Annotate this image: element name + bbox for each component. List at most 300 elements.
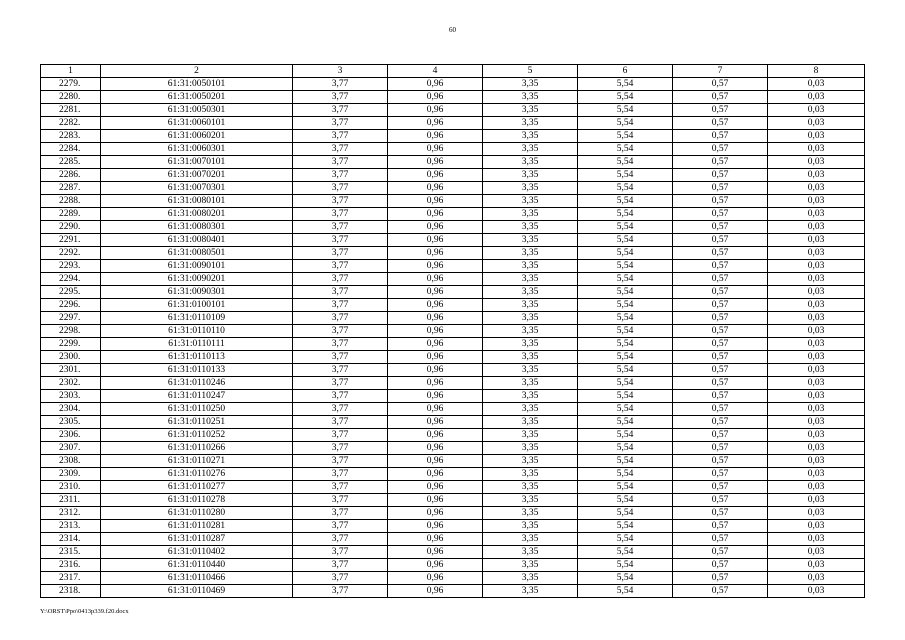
table-cell: 0,57 [673, 442, 768, 455]
table-cell: 3,35 [483, 156, 578, 169]
table-cell: 0,03 [768, 364, 865, 377]
table-cell: 0,03 [768, 403, 865, 416]
table-cell: 3,77 [293, 299, 388, 312]
table-cell: 3,77 [293, 312, 388, 325]
table-cell: 3,77 [293, 520, 388, 533]
table-cell: 0,03 [768, 260, 865, 273]
table-cell: 5,54 [578, 429, 673, 442]
table-cell: 0,03 [768, 390, 865, 403]
table-cell: 3,77 [293, 130, 388, 143]
table-cell: 61:31:0050201 [101, 91, 293, 104]
table-row [41, 533, 865, 546]
table-row [41, 377, 865, 390]
table-cell: 3,77 [293, 494, 388, 507]
table-row [41, 416, 865, 429]
table-cell: 0,96 [388, 559, 483, 572]
table-row [41, 507, 865, 520]
table-cell: 3,35 [483, 429, 578, 442]
table-row [41, 546, 865, 559]
table-cell: 3,77 [293, 585, 388, 598]
table-row [41, 78, 865, 91]
table-cell: 5,54 [578, 117, 673, 130]
table-cell: 0,96 [388, 156, 483, 169]
table-cell: 0,57 [673, 585, 768, 598]
table-cell: 0,96 [388, 507, 483, 520]
table-cell: 0,96 [388, 338, 483, 351]
table-cell: 3,35 [483, 130, 578, 143]
table-cell: 61:31:0080501 [101, 247, 293, 260]
table-cell: 2316. [41, 559, 101, 572]
table-cell: 2312. [41, 507, 101, 520]
table-cell: 2315. [41, 546, 101, 559]
table-cell: 0,03 [768, 195, 865, 208]
table-cell: 0,03 [768, 221, 865, 234]
table-cell: 0,96 [388, 481, 483, 494]
table-cell: 0,03 [768, 429, 865, 442]
table-row [41, 169, 865, 182]
table-row [41, 585, 865, 598]
table-cell: 2309. [41, 468, 101, 481]
table-cell: 0,03 [768, 546, 865, 559]
table-cell: 2303. [41, 390, 101, 403]
table-cell: 0,96 [388, 364, 483, 377]
table-cell: 0,96 [388, 221, 483, 234]
table-cell: 2301. [41, 364, 101, 377]
table-cell: 5,54 [578, 351, 673, 364]
table-cell: 61:31:0090201 [101, 273, 293, 286]
table-cell: 0,96 [388, 260, 483, 273]
table-cell: 2300. [41, 351, 101, 364]
table-cell: 0,03 [768, 494, 865, 507]
table-cell: 0,57 [673, 208, 768, 221]
table-cell: 0,57 [673, 364, 768, 377]
table-cell: 61:31:0080201 [101, 208, 293, 221]
table-cell: 2314. [41, 533, 101, 546]
table-row [41, 182, 865, 195]
table-cell: 0,96 [388, 182, 483, 195]
table-row [41, 338, 865, 351]
table-row [41, 325, 865, 338]
table-cell: 0,96 [388, 325, 483, 338]
table-cell: 2298. [41, 325, 101, 338]
table-cell: 5,54 [578, 91, 673, 104]
table-cell: 0,57 [673, 416, 768, 429]
table-cell: 3,77 [293, 481, 388, 494]
table-cell: 3,77 [293, 546, 388, 559]
table-cell: 0,03 [768, 78, 865, 91]
table-cell: 0,03 [768, 208, 865, 221]
table-cell: 3,77 [293, 429, 388, 442]
table-cell: 0,57 [673, 104, 768, 117]
table-cell: 3,35 [483, 559, 578, 572]
table-cell: 0,03 [768, 169, 865, 182]
table-cell: 3,77 [293, 208, 388, 221]
table-row [41, 104, 865, 117]
table-row [41, 468, 865, 481]
table-cell: 3,77 [293, 286, 388, 299]
table-cell: 0,03 [768, 143, 865, 156]
table-cell: 61:31:0110277 [101, 481, 293, 494]
table-cell: 0,57 [673, 143, 768, 156]
table-cell: 5,54 [578, 390, 673, 403]
table-cell: 2281. [41, 104, 101, 117]
table-cell: 61:31:0110266 [101, 442, 293, 455]
table-row [41, 195, 865, 208]
table-cell: 2305. [41, 416, 101, 429]
table-cell: 2283. [41, 130, 101, 143]
table-cell: 0,03 [768, 520, 865, 533]
table-row [41, 520, 865, 533]
table-cell: 0,96 [388, 273, 483, 286]
column-header: 7 [673, 65, 768, 78]
table-cell: 0,96 [388, 286, 483, 299]
table-cell: 0,57 [673, 247, 768, 260]
column-header: 6 [578, 65, 673, 78]
table-cell: 0,57 [673, 390, 768, 403]
table-cell: 2313. [41, 520, 101, 533]
table-row [41, 234, 865, 247]
table-cell: 5,54 [578, 455, 673, 468]
table-cell: 0,96 [388, 234, 483, 247]
table-cell: 0,03 [768, 338, 865, 351]
table-cell: 0,96 [388, 546, 483, 559]
table-cell: 3,35 [483, 325, 578, 338]
table-cell: 61:31:0110111 [101, 338, 293, 351]
table-cell: 5,54 [578, 169, 673, 182]
table-cell: 2318. [41, 585, 101, 598]
table-row [41, 208, 865, 221]
table-cell: 3,77 [293, 195, 388, 208]
table-cell: 0,57 [673, 455, 768, 468]
table-cell: 2310. [41, 481, 101, 494]
table-cell: 61:31:0060201 [101, 130, 293, 143]
table-cell: 0,57 [673, 507, 768, 520]
table-cell: 0,96 [388, 377, 483, 390]
table-cell: 2297. [41, 312, 101, 325]
table-cell: 3,35 [483, 546, 578, 559]
footer-file-path: Y:\ORST\Ppo\0413p339.f20.docx [40, 608, 129, 615]
table-cell: 3,35 [483, 260, 578, 273]
table-cell: 61:31:0110246 [101, 377, 293, 390]
table-cell: 5,54 [578, 78, 673, 91]
page-number: 60 [449, 26, 456, 34]
table-cell: 3,35 [483, 403, 578, 416]
column-header: 8 [768, 65, 865, 78]
table-cell: 0,03 [768, 468, 865, 481]
table-row [41, 273, 865, 286]
table-cell: 61:31:0060101 [101, 117, 293, 130]
table-cell: 0,03 [768, 117, 865, 130]
table-cell: 0,57 [673, 286, 768, 299]
table-row [41, 429, 865, 442]
table-cell: 0,96 [388, 117, 483, 130]
table-body [41, 78, 865, 598]
table-cell: 0,57 [673, 156, 768, 169]
table-cell: 0,03 [768, 273, 865, 286]
table-cell: 0,96 [388, 299, 483, 312]
table-cell: 0,57 [673, 234, 768, 247]
table-cell: 61:31:0110271 [101, 455, 293, 468]
table-cell: 0,57 [673, 520, 768, 533]
table-cell: 5,54 [578, 234, 673, 247]
table-cell: 61:31:0070201 [101, 169, 293, 182]
table-cell: 2291. [41, 234, 101, 247]
table-cell: 3,77 [293, 273, 388, 286]
table-row [41, 442, 865, 455]
table-row [41, 143, 865, 156]
table-cell: 2290. [41, 221, 101, 234]
table-cell: 0,57 [673, 494, 768, 507]
table-cell: 5,54 [578, 533, 673, 546]
table-row [41, 117, 865, 130]
table-cell: 3,35 [483, 104, 578, 117]
table-cell: 0,03 [768, 377, 865, 390]
table-cell: 61:31:0080401 [101, 234, 293, 247]
table-cell: 3,77 [293, 91, 388, 104]
table-cell: 2294. [41, 273, 101, 286]
table-cell: 5,54 [578, 182, 673, 195]
table-cell: 3,77 [293, 104, 388, 117]
table-cell: 2284. [41, 143, 101, 156]
table-cell: 3,77 [293, 455, 388, 468]
table-cell: 5,54 [578, 494, 673, 507]
table-row [41, 299, 865, 312]
table-cell: 0,96 [388, 416, 483, 429]
table-cell: 2285. [41, 156, 101, 169]
table-cell: 2308. [41, 455, 101, 468]
table-cell: 61:31:0110110 [101, 325, 293, 338]
table-cell: 0,96 [388, 429, 483, 442]
table-cell: 2311. [41, 494, 101, 507]
table-cell: 2306. [41, 429, 101, 442]
table-cell: 2299. [41, 338, 101, 351]
table-cell: 0,57 [673, 481, 768, 494]
table-cell: 0,03 [768, 104, 865, 117]
table-cell: 0,96 [388, 104, 483, 117]
table-cell: 5,54 [578, 143, 673, 156]
table-cell: 0,03 [768, 455, 865, 468]
table-cell: 3,35 [483, 481, 578, 494]
table-cell: 0,96 [388, 403, 483, 416]
table-cell: 0,96 [388, 455, 483, 468]
table-cell: 3,77 [293, 351, 388, 364]
table-cell: 3,35 [483, 338, 578, 351]
table-cell: 3,35 [483, 494, 578, 507]
table-cell: 0,57 [673, 429, 768, 442]
table-cell: 3,77 [293, 117, 388, 130]
table-cell: 61:31:0110109 [101, 312, 293, 325]
table-row [41, 559, 865, 572]
table-cell: 3,35 [483, 312, 578, 325]
table-cell: 3,77 [293, 403, 388, 416]
table-cell: 5,54 [578, 286, 673, 299]
table-cell: 0,03 [768, 91, 865, 104]
table-cell: 0,03 [768, 507, 865, 520]
table-cell: 61:31:0110466 [101, 572, 293, 585]
table-cell: 0,96 [388, 247, 483, 260]
table-cell: 0,57 [673, 468, 768, 481]
table-row [41, 481, 865, 494]
table-cell: 3,35 [483, 182, 578, 195]
table-cell: 0,96 [388, 195, 483, 208]
table-cell: 3,35 [483, 273, 578, 286]
table-cell: 3,77 [293, 156, 388, 169]
table-cell: 3,35 [483, 247, 578, 260]
table-cell: 61:31:0110252 [101, 429, 293, 442]
table-cell: 3,35 [483, 351, 578, 364]
table-cell: 61:31:0110113 [101, 351, 293, 364]
table-cell: 0,96 [388, 442, 483, 455]
table-cell: 5,54 [578, 546, 673, 559]
table-cell: 5,54 [578, 195, 673, 208]
table-cell: 2282. [41, 117, 101, 130]
table-cell: 0,57 [673, 338, 768, 351]
table-cell: 3,77 [293, 364, 388, 377]
table-cell: 61:31:0110402 [101, 546, 293, 559]
table-cell: 3,35 [483, 377, 578, 390]
table-row [41, 247, 865, 260]
table-cell: 0,57 [673, 572, 768, 585]
table-cell: 3,77 [293, 572, 388, 585]
table-cell: 61:31:0110276 [101, 468, 293, 481]
table-cell: 0,57 [673, 169, 768, 182]
table-cell: 3,77 [293, 260, 388, 273]
table-cell: 61:31:0090301 [101, 286, 293, 299]
table-row [41, 130, 865, 143]
table-cell: 3,77 [293, 169, 388, 182]
table-cell: 3,35 [483, 390, 578, 403]
table-cell: 3,77 [293, 78, 388, 91]
table-cell: 0,57 [673, 195, 768, 208]
table-cell: 61:31:0080301 [101, 221, 293, 234]
table-cell: 61:31:0090101 [101, 260, 293, 273]
table-cell: 0,96 [388, 208, 483, 221]
table-cell: 0,96 [388, 91, 483, 104]
table-cell: 5,54 [578, 442, 673, 455]
table-row [41, 455, 865, 468]
table-cell: 3,35 [483, 572, 578, 585]
table-row [41, 351, 865, 364]
table-cell: 0,96 [388, 494, 483, 507]
table-cell: 2288. [41, 195, 101, 208]
table-cell: 0,03 [768, 286, 865, 299]
table-cell: 3,35 [483, 221, 578, 234]
table-cell: 3,35 [483, 143, 578, 156]
table-cell: 2295. [41, 286, 101, 299]
table-cell: 3,35 [483, 78, 578, 91]
table-cell: 5,54 [578, 130, 673, 143]
table-cell: 0,57 [673, 559, 768, 572]
table-header-row [41, 65, 865, 78]
table-cell: 3,77 [293, 390, 388, 403]
table-cell: 3,77 [293, 559, 388, 572]
column-header: 4 [388, 65, 483, 78]
table-cell: 3,35 [483, 169, 578, 182]
table-cell: 0,57 [673, 377, 768, 390]
table-cell: 3,77 [293, 234, 388, 247]
table-cell: 0,57 [673, 117, 768, 130]
table-cell: 61:31:0070301 [101, 182, 293, 195]
table-cell: 0,96 [388, 312, 483, 325]
table-cell: 0,96 [388, 585, 483, 598]
table-cell: 0,03 [768, 559, 865, 572]
table-cell: 0,57 [673, 260, 768, 273]
table-cell: 0,57 [673, 546, 768, 559]
table-cell: 2293. [41, 260, 101, 273]
table-cell: 2304. [41, 403, 101, 416]
table-cell: 2307. [41, 442, 101, 455]
table-cell: 0,96 [388, 130, 483, 143]
table-cell: 3,77 [293, 143, 388, 156]
table-cell: 2279. [41, 78, 101, 91]
table-cell: 3,35 [483, 416, 578, 429]
table-cell: 2280. [41, 91, 101, 104]
table-cell: 0,03 [768, 247, 865, 260]
table-cell: 3,35 [483, 117, 578, 130]
table-cell: 0,57 [673, 533, 768, 546]
table-cell: 3,77 [293, 182, 388, 195]
table-cell: 5,54 [578, 416, 673, 429]
table-cell: 0,03 [768, 130, 865, 143]
table-cell: 5,54 [578, 221, 673, 234]
table-cell: 0,03 [768, 572, 865, 585]
table-cell: 61:31:0110280 [101, 507, 293, 520]
table-cell: 61:31:0070101 [101, 156, 293, 169]
table-cell: 0,03 [768, 585, 865, 598]
table-cell: 3,35 [483, 455, 578, 468]
table-row [41, 494, 865, 507]
table-cell: 0,57 [673, 299, 768, 312]
data-table [40, 64, 865, 598]
table-cell: 2289. [41, 208, 101, 221]
table-cell: 0,57 [673, 273, 768, 286]
table-cell: 0,03 [768, 312, 865, 325]
table-cell: 61:31:0110250 [101, 403, 293, 416]
table-cell: 2302. [41, 377, 101, 390]
table-cell: 5,54 [578, 273, 673, 286]
table-cell: 0,96 [388, 78, 483, 91]
table-cell: 0,03 [768, 533, 865, 546]
table-row [41, 221, 865, 234]
table-cell: 0,96 [388, 390, 483, 403]
table-cell: 61:31:0050101 [101, 78, 293, 91]
table-cell: 0,03 [768, 156, 865, 169]
table-cell: 0,57 [673, 351, 768, 364]
table-cell: 0,57 [673, 312, 768, 325]
table-cell: 0,57 [673, 91, 768, 104]
table-cell: 0,96 [388, 351, 483, 364]
table-cell: 3,35 [483, 364, 578, 377]
table-cell: 0,96 [388, 169, 483, 182]
table-cell: 5,54 [578, 520, 673, 533]
table-cell: 3,77 [293, 507, 388, 520]
table-cell: 61:31:0060301 [101, 143, 293, 156]
column-header: 1 [41, 65, 101, 78]
table-cell: 3,77 [293, 377, 388, 390]
table-cell: 0,03 [768, 442, 865, 455]
table-cell: 3,35 [483, 585, 578, 598]
table-cell: 2296. [41, 299, 101, 312]
table-cell: 5,54 [578, 468, 673, 481]
table-cell: 0,57 [673, 182, 768, 195]
column-header: 2 [101, 65, 293, 78]
table-cell: 5,54 [578, 572, 673, 585]
table-cell: 5,54 [578, 364, 673, 377]
table-cell: 0,96 [388, 143, 483, 156]
table-cell: 3,35 [483, 533, 578, 546]
table-cell: 0,03 [768, 299, 865, 312]
table-cell: 61:31:0100101 [101, 299, 293, 312]
